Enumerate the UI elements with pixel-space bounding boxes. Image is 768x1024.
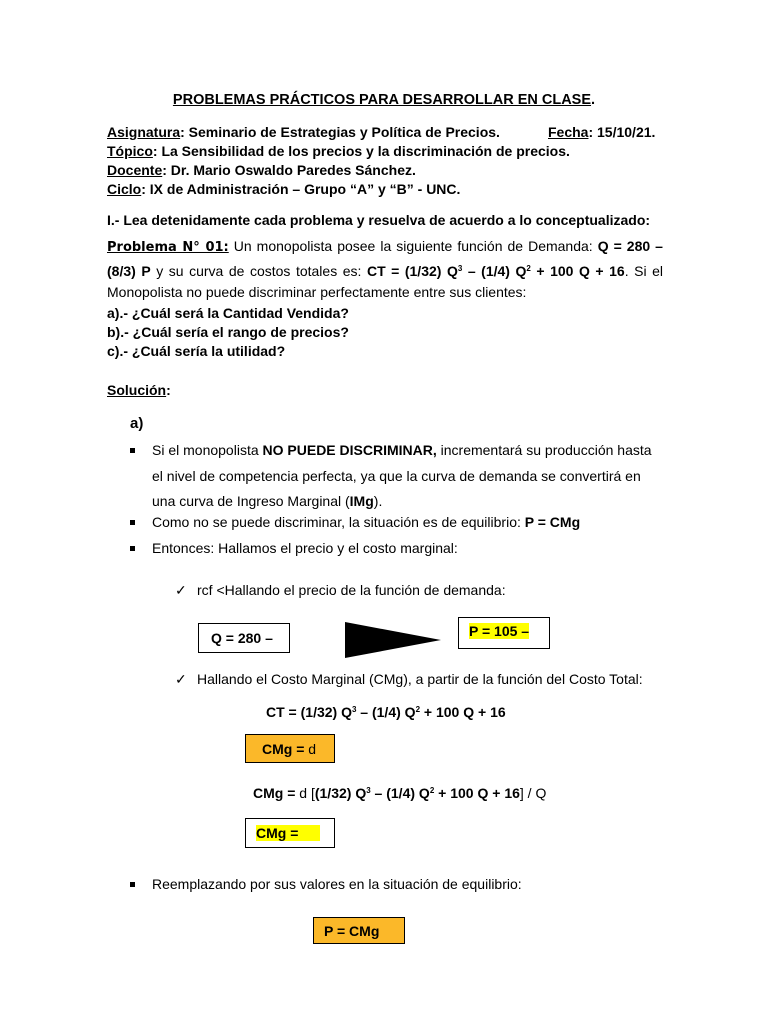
cmg-derivative-equation: CMg = d [(1/32) $Q^3 - (1/4) Q^2 + 100$ Q + 16] / Q: [253, 785, 547, 801]
box-p-result: P = 105 –: [458, 617, 550, 649]
meta-fecha: Fecha: 15/10/21.: [548, 124, 656, 140]
solution-heading: Solución:: [107, 382, 171, 398]
bullet-icon: [130, 520, 135, 525]
bullet-reemplazando: Reemplazando por sus valores en la situación de equilibrio:: [130, 872, 665, 898]
checkmark-icon: ✓: [175, 671, 187, 687]
question-a: a).- ¿Cuál será la Cantidad Vendida?: [107, 305, 349, 321]
box-equilibrium: P = CMg: [313, 917, 405, 944]
box-q-equation: Q = 280 –: [198, 623, 290, 653]
arrow-icon: [343, 620, 443, 660]
bullet-hallamos: Entonces: Hallamos el precio y el costo marginal:: [130, 536, 665, 562]
bullet-no-discriminar: Si el monopolista NO PUEDE DISCRIMINAR, incrementará su producción hasta el nivel de competencia perfecta, ya que la curva de demanda se convertirá en una curva de Ingreso Marginal (IMg).: [130, 438, 665, 515]
meta-asignatura: Asignatura: Seminario de Estrategias y Política de Precios.: [107, 124, 500, 140]
question-c: c).- ¿Cuál sería la utilidad?: [107, 343, 286, 359]
problem-statement: Problema N° 01: Un monopolista posee la siguiente función de Demanda: Q = 280 – (8/3) P y su curva de costos totales es: CT = (1/32) $Q^3 - (1/4) Q^2 + 100$ Q + 16. Si el Monopolista no puede discriminar perfectamente entre sus clientes:: [107, 238, 664, 300]
ct-equation: CT = (1/32) $Q^3 - (1/4) Q^2 + 100$ Q + 16: [266, 704, 506, 720]
problem-label: Problema N° 01:: [107, 240, 229, 255]
part-a-label: a): [130, 415, 144, 432]
question-b: b).- ¿Cuál sería el rango de precios?: [107, 324, 349, 340]
meta-topico: Tópico: La Sensibilidad de los precios y la discriminación de precios.: [107, 143, 570, 159]
bullet-icon: [130, 882, 135, 887]
box-cmg-derivative: CMg = d: [245, 734, 335, 763]
check-costo-marginal: ✓ Hallando el Costo Marginal (CMg), a partir de la función del Costo Total:: [175, 671, 643, 687]
bullet-icon: [130, 448, 135, 453]
box-cmg-result: CMg =: [245, 818, 335, 848]
checkmark-icon: ✓: [175, 582, 187, 598]
meta-ciclo: Ciclo: IX de Administración – Grupo “A” y “B” - UNC.: [107, 181, 461, 197]
instruction: I.- Lea detenidamente cada problema y resuelva de acuerdo a lo conceptualizado:: [107, 212, 651, 228]
bullet-icon: [130, 546, 135, 551]
check-precio-demanda: ✓ rcf <Hallando el precio de la función de demanda:: [175, 582, 506, 598]
bullet-equilibrio: Como no se puede discriminar, la situación es de equilibrio: P = CMg: [130, 510, 665, 536]
page-title: PROBLEMAS PRÁCTICOS PARA DESARROLLAR EN CLASE.: [172, 92, 596, 108]
meta-docente: Docente: Dr. Mario Oswaldo Paredes Sánchez.: [107, 162, 416, 178]
